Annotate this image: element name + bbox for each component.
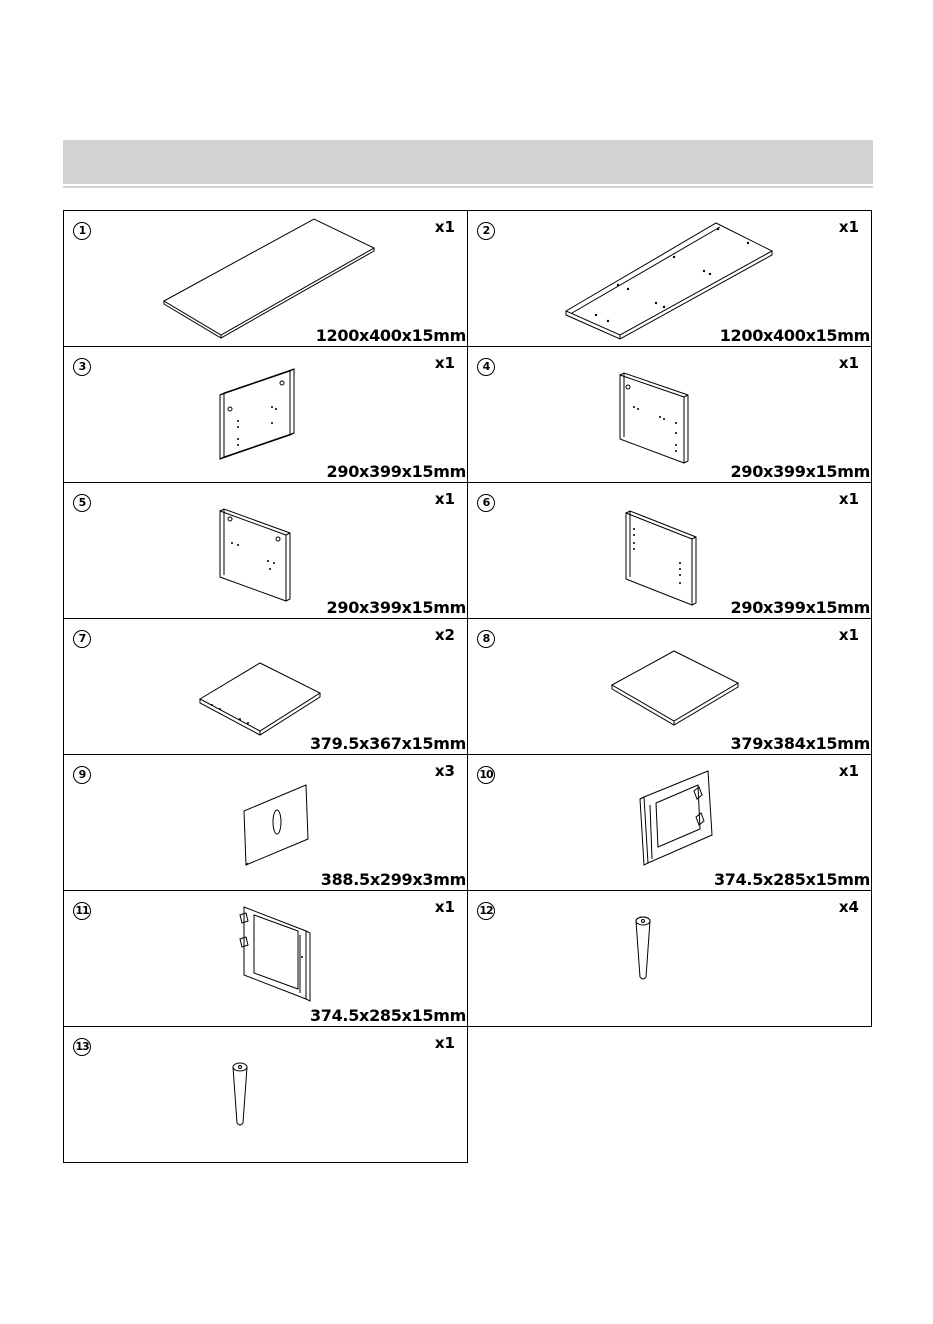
part-dimensions: 374.5x285x15mm [309,1006,466,1025]
tapered-leg-icon [468,891,872,1027]
part-quantity: x1 [434,1034,455,1052]
part-cell [468,891,872,1027]
header-divider [63,186,873,188]
part-number: 10 [477,766,495,784]
part-dimensions: 379x384x15mm [730,734,870,753]
part-quantity: x1 [434,354,455,372]
part-number: 9 [73,766,91,784]
part-quantity: x1 [838,626,859,644]
part-quantity: x1 [434,898,455,916]
part-dimensions: 290x399x15mm [730,462,870,481]
part-cell [468,755,872,891]
part-number: 1 [73,222,91,240]
part-quantity: x1 [838,218,859,236]
part-dimensions: 290x399x15mm [730,598,870,617]
part-dimensions: 1200x400x15mm [315,326,466,345]
part-quantity: x1 [434,218,455,236]
part-number: 11 [73,902,91,920]
part-cell [468,483,872,619]
part-quantity: x4 [838,898,859,916]
part-dimensions: 290x399x15mm [326,462,466,481]
header-bar [63,140,873,184]
part-cell [468,619,872,755]
tapered-leg-icon [64,1027,468,1163]
part-dimensions: 290x399x15mm [326,598,466,617]
part-cell [64,1027,468,1163]
part-number: 12 [477,902,495,920]
part-dimensions: 374.5x285x15mm [713,870,870,889]
part-number: 3 [73,358,91,376]
part-cell [64,483,468,619]
part-quantity: x1 [838,762,859,780]
part-cell [64,619,468,755]
part-cell [64,755,468,891]
part-quantity: x1 [434,490,455,508]
parts-grid [63,210,872,1163]
part-number: 4 [477,358,495,376]
part-number: 13 [73,1038,91,1056]
part-cell [468,211,872,347]
part-cell [64,211,468,347]
part-cell [64,347,468,483]
part-quantity: x1 [838,490,859,508]
part-cell [64,891,468,1027]
part-number: 6 [477,494,495,512]
part-number: 8 [477,630,495,648]
part-cell [468,347,872,483]
part-quantity: x2 [434,626,455,644]
part-number: 5 [73,494,91,512]
part-dimensions: 1200x400x15mm [719,326,870,345]
part-dimensions: 379.5x367x15mm [309,734,466,753]
part-number: 2 [477,222,495,240]
part-number: 7 [73,630,91,648]
part-quantity: x3 [434,762,455,780]
part-dimensions: 388.5x299x3mm [320,870,466,889]
part-quantity: x1 [838,354,859,372]
